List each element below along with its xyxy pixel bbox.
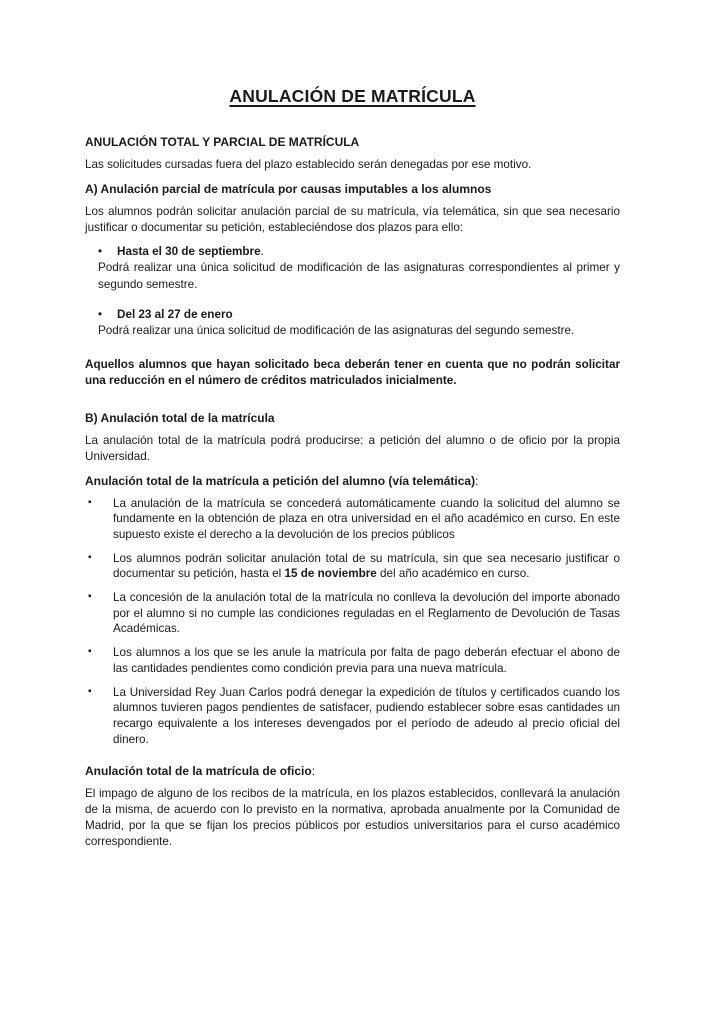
paragraph-plazo: Las solicitudes cursadas fuera del plazo establecido serán denegadas por ese motivo.	[85, 158, 532, 171]
deadline-term-line	[98, 244, 620, 260]
heading-oficio-colon: :	[311, 764, 316, 779]
list-item-text: La concesión de la anulación total de la matrícula no conlleva la devolución del importe abonado por el alumno si no cumple las condiciones reguladas en el Reglamento de Devolución de Tasas Académicas.	[113, 591, 620, 636]
square-bullet-icon: ▪	[88, 551, 92, 563]
deadline-bullet-list	[98, 244, 620, 340]
heading-part-b: B) Anulación total de la matrícula	[85, 410, 275, 425]
list-item-septiembre	[98, 244, 620, 293]
list-item	[85, 496, 620, 543]
heading-telematica-text: Anulación total de la matrícula a petición del alumno (vía telemática)	[85, 473, 476, 488]
paragraph-part-a-intro: Los alumnos podrán solicitar anulación parcial de su matrícula, vía telemática, sin que sea necesario justificar o documentar su petición, estableciéndose dos plazos para ello:	[85, 205, 620, 234]
telematica-bullet-list	[85, 496, 620, 748]
heading-telematica-colon: :	[475, 473, 479, 488]
deadline-description: Podrá realizar una única solicitud de modificación de las asignaturas correspondientes al primer y segundo semestre.	[98, 261, 620, 291]
round-bullet-icon: •	[98, 245, 103, 258]
list-item-text-pre: Los alumnos podrán solicitar anulación total de su matrícula, sin que sea necesario justificar o documentar su petición, hasta el	[113, 551, 620, 581]
heading-oficio	[85, 763, 620, 779]
document-title-text: ANULACIÓN DE MATRÍCULA	[229, 86, 476, 106]
deadline-term-line	[98, 307, 620, 323]
square-bullet-icon: ▪	[88, 591, 92, 603]
heading-telematica	[85, 473, 620, 489]
deadline-description: Podrá realizar una única solicitud de modificación de las asignaturas del segundo semestre.	[98, 324, 575, 337]
deadline-term-suffix: .	[260, 245, 264, 258]
paragraph-part-b-intro: La anulación total de la matrícula podrá producirse: a petición del alumno o de oficio por la propia Universidad.	[85, 433, 620, 463]
list-item	[85, 551, 620, 582]
heading-part-a: A) Anulación parcial de matrícula por causas imputables a los alumnos	[85, 182, 492, 196]
list-item-text: La anulación de la matrícula se concederá automáticamente cuando la solicitud del alumno se fundamente en la obtención de plaza en otra universidad en el año académico en curso. En este supuesto existe el derecho a la devolución de los precios públicos	[113, 496, 620, 541]
list-item	[85, 645, 620, 676]
list-item-enero	[98, 307, 620, 340]
heading-oficio-text: Anulación total de la matrícula de oficio	[85, 764, 312, 779]
deadline-term: Del 23 al 27 de enero	[117, 308, 233, 321]
list-item	[85, 685, 620, 748]
square-bullet-icon: ▪	[88, 685, 92, 697]
paragraph-oficio: El impago de alguno de los recibos de la matrícula, en los plazos establecidos, conllevará la anulación de la misma, de acuerdo con lo previsto en la normativa, aprobada anualmente por la Comunidad de Madrid, por la que se fijan los precios públicos por estudios universitarios para el curso académico correspondiente.	[85, 787, 620, 849]
deadline-term: Hasta el 30 de septiembre	[117, 245, 261, 258]
section-heading-total-y-parcial: ANULACIÓN TOTAL Y PARCIAL DE MATRÍCULA	[85, 135, 360, 149]
round-bullet-icon: •	[98, 308, 103, 321]
list-item-date-noviembre: 15 de noviembre	[284, 567, 377, 581]
square-bullet-icon: ▪	[88, 496, 92, 508]
list-item	[85, 590, 620, 637]
list-item-text-post: del año académico en curso.	[376, 567, 530, 581]
square-bullet-icon: ▪	[88, 646, 92, 658]
list-item-text: La Universidad Rey Juan Carlos podrá denegar la expedición de títulos y certificados cuando los alumnos tuvieren pagos pendientes de satisfacer, pudiendo establecer sobre esas cantidades un recargo equivalente a los intereses devengados por el período de adeudo al precio oficial del dinero.	[113, 685, 620, 746]
beca-warning-note: Aquellos alumnos que hayan solicitado beca deberán tener en cuenta que no podrán solicitar una reducción en el número de créditos matriculados inicialmente.	[85, 357, 620, 387]
list-item-text: Los alumnos a los que se les anule la matrícula por falta de pago deberán efectuar el abono de las cantidades pendientes como condición previa para una nueva matrícula.	[113, 646, 620, 675]
document-title	[85, 86, 620, 107]
